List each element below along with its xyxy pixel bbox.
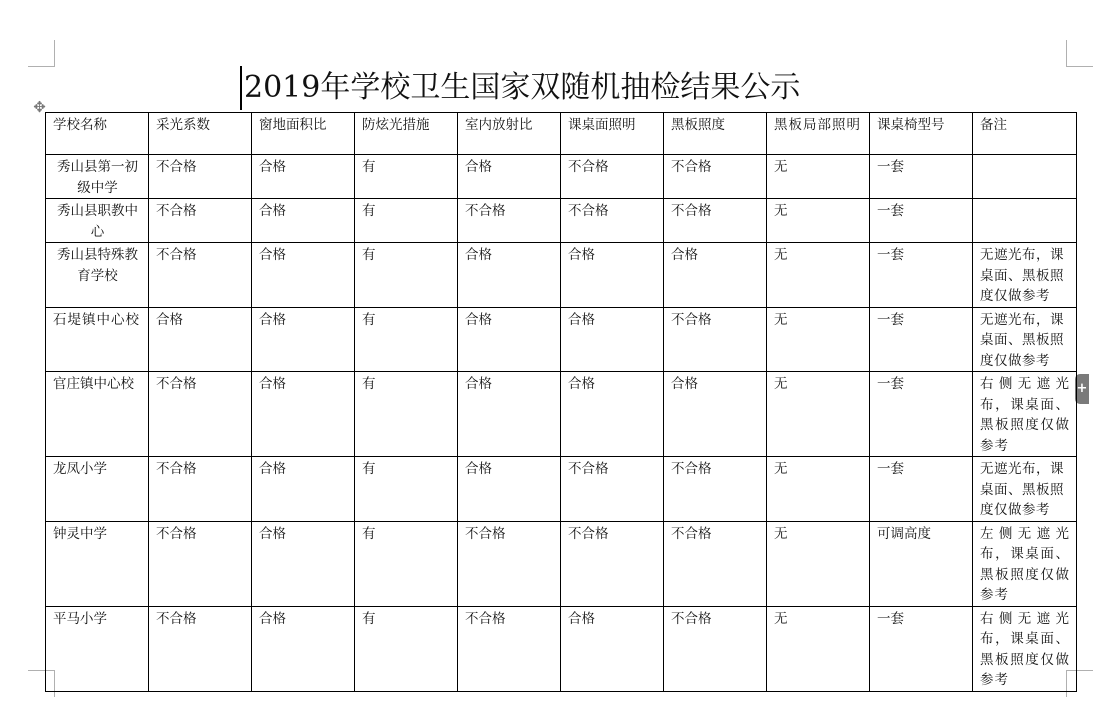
school-name-cell[interactable]: 平马小学 — [46, 606, 149, 691]
remark-cell[interactable]: 左侧无遮光布，课桌面、黑板照度仅做参考 — [973, 521, 1077, 606]
page-corner-mark-top-left — [28, 40, 55, 67]
school-name-cell[interactable]: 龙凤小学 — [46, 457, 149, 522]
text-cursor — [240, 66, 242, 110]
table-cell[interactable]: 不合格 — [561, 521, 664, 606]
header-cell[interactable]: 黑板照度 — [664, 113, 767, 155]
table-cell[interactable]: 合格 — [561, 372, 664, 457]
table-cell[interactable]: 一套 — [870, 307, 973, 372]
table-cell[interactable]: 不合格 — [149, 521, 252, 606]
table-cell[interactable]: 合格 — [561, 307, 664, 372]
remark-cell[interactable]: 无遮光布，课桌面、黑板照度仅做参考 — [973, 457, 1077, 522]
table-cell[interactable]: 不合格 — [149, 199, 252, 243]
document-title[interactable]: 2019年学校卫生国家双随机抽检结果公示 — [244, 70, 801, 105]
table-cell[interactable]: 合格 — [561, 606, 664, 691]
table-cell[interactable]: 不合格 — [561, 457, 664, 522]
table-cell[interactable]: 合格 — [252, 243, 355, 308]
table-cell[interactable]: 不合格 — [149, 155, 252, 199]
table-cell[interactable]: 合格 — [252, 521, 355, 606]
table-row — [46, 155, 1077, 199]
header-cell[interactable]: 室内放射比 — [458, 113, 561, 155]
table-cell[interactable]: 无 — [767, 606, 870, 691]
table-cell[interactable]: 不合格 — [149, 457, 252, 522]
table-cell[interactable]: 有 — [355, 372, 458, 457]
table-cell[interactable]: 合格 — [458, 307, 561, 372]
table-cell[interactable]: 合格 — [458, 155, 561, 199]
table-row — [46, 606, 1077, 691]
table-cell[interactable]: 一套 — [870, 199, 973, 243]
table-cell[interactable]: 不合格 — [149, 372, 252, 457]
table-cell[interactable]: 一套 — [870, 155, 973, 199]
school-name-cell[interactable]: 钟灵中学 — [46, 521, 149, 606]
table-cell[interactable]: 合格 — [252, 372, 355, 457]
header-cell[interactable]: 黑板局部照明 — [767, 113, 870, 155]
table-cell[interactable]: 合格 — [149, 307, 252, 372]
table-cell[interactable]: 合格 — [252, 606, 355, 691]
table-cell[interactable]: 一套 — [870, 243, 973, 308]
table-cell[interactable]: 不合格 — [664, 155, 767, 199]
header-cell[interactable]: 备注 — [973, 113, 1077, 155]
table-header-row — [46, 113, 1077, 155]
table-row — [46, 243, 1077, 308]
remark-cell[interactable]: 无遮光布，课桌面、黑板照度仅做参考 — [973, 307, 1077, 372]
add-column-plus-icon[interactable]: + — [1075, 374, 1089, 404]
table-cell[interactable]: 不合格 — [561, 199, 664, 243]
results-table[interactable] — [45, 112, 1077, 692]
school-name-cell[interactable]: 官庄镇中心校 — [46, 372, 149, 457]
table-cell[interactable]: 有 — [355, 155, 458, 199]
header-cell[interactable]: 课桌椅型号 — [870, 113, 973, 155]
school-name-cell[interactable]: 石堤镇中心校 — [46, 307, 149, 372]
table-cell[interactable]: 合格 — [252, 199, 355, 243]
header-cell[interactable]: 课桌面照明 — [561, 113, 664, 155]
table-cell[interactable]: 一套 — [870, 606, 973, 691]
table-cell[interactable]: 不合格 — [149, 243, 252, 308]
table-cell[interactable]: 合格 — [458, 372, 561, 457]
header-cell[interactable]: 窗地面积比 — [252, 113, 355, 155]
table-cell[interactable]: 无 — [767, 457, 870, 522]
table-row — [46, 307, 1077, 372]
header-cell[interactable]: 学校名称 — [46, 113, 149, 155]
header-cell[interactable]: 防炫光措施 — [355, 113, 458, 155]
table-cell[interactable]: 不合格 — [458, 606, 561, 691]
table-cell[interactable]: 有 — [355, 243, 458, 308]
table-cell[interactable]: 不合格 — [664, 457, 767, 522]
table-cell[interactable]: 合格 — [664, 243, 767, 308]
table-cell[interactable]: 一套 — [870, 457, 973, 522]
table-cell[interactable]: 不合格 — [664, 521, 767, 606]
table-cell[interactable]: 有 — [355, 307, 458, 372]
remark-cell[interactable]: 右侧无遮光布，课桌面、黑板照度仅做参考 — [973, 606, 1077, 691]
school-name-cell[interactable]: 秀山县特殊教育学校 — [46, 243, 149, 308]
table-cell[interactable]: 合格 — [664, 372, 767, 457]
remark-cell[interactable]: 无遮光布，课桌面、黑板照度仅做参考 — [973, 243, 1077, 308]
page-corner-mark-top-right — [1066, 40, 1093, 67]
table-row — [46, 457, 1077, 522]
table-cell[interactable]: 不合格 — [664, 606, 767, 691]
remark-cell[interactable] — [973, 155, 1077, 199]
table-cell[interactable]: 无 — [767, 243, 870, 308]
table-cell[interactable]: 有 — [355, 199, 458, 243]
table-cell[interactable]: 有 — [355, 457, 458, 522]
remark-cell[interactable]: 右侧无遮光布，课桌面、黑板照度仅做参考 — [973, 372, 1077, 457]
table-cell[interactable]: 无 — [767, 155, 870, 199]
table-cell[interactable]: 合格 — [458, 243, 561, 308]
table-row — [46, 372, 1077, 457]
table-cell[interactable]: 无 — [767, 199, 870, 243]
school-name-cell[interactable]: 秀山县第一初级中学 — [46, 155, 149, 199]
table-cell[interactable]: 不合格 — [561, 155, 664, 199]
school-name-cell[interactable]: 秀山县职教中心 — [46, 199, 149, 243]
table-move-icon[interactable]: ✥ — [33, 98, 46, 116]
table-cell[interactable]: 不合格 — [664, 199, 767, 243]
table-cell[interactable]: 合格 — [252, 307, 355, 372]
table-cell[interactable]: 无 — [767, 307, 870, 372]
table-cell[interactable]: 合格 — [252, 155, 355, 199]
table-cell[interactable]: 可调高度 — [870, 521, 973, 606]
table-cell[interactable]: 不合格 — [458, 199, 561, 243]
table-row — [46, 199, 1077, 243]
table-cell[interactable]: 有 — [355, 521, 458, 606]
table-cell[interactable]: 合格 — [458, 457, 561, 522]
table-cell[interactable]: 不合格 — [458, 521, 561, 606]
table-row — [46, 521, 1077, 606]
table-cell[interactable]: 无 — [767, 372, 870, 457]
table-cell[interactable]: 无 — [767, 521, 870, 606]
table-cell[interactable]: 合格 — [252, 457, 355, 522]
table-cell[interactable]: 合格 — [561, 243, 664, 308]
header-cell[interactable]: 采光系数 — [149, 113, 252, 155]
table-cell[interactable]: 有 — [355, 606, 458, 691]
table-cell[interactable]: 不合格 — [664, 307, 767, 372]
remark-cell[interactable] — [973, 199, 1077, 243]
table-cell[interactable]: 一套 — [870, 372, 973, 457]
table-cell[interactable]: 不合格 — [149, 606, 252, 691]
